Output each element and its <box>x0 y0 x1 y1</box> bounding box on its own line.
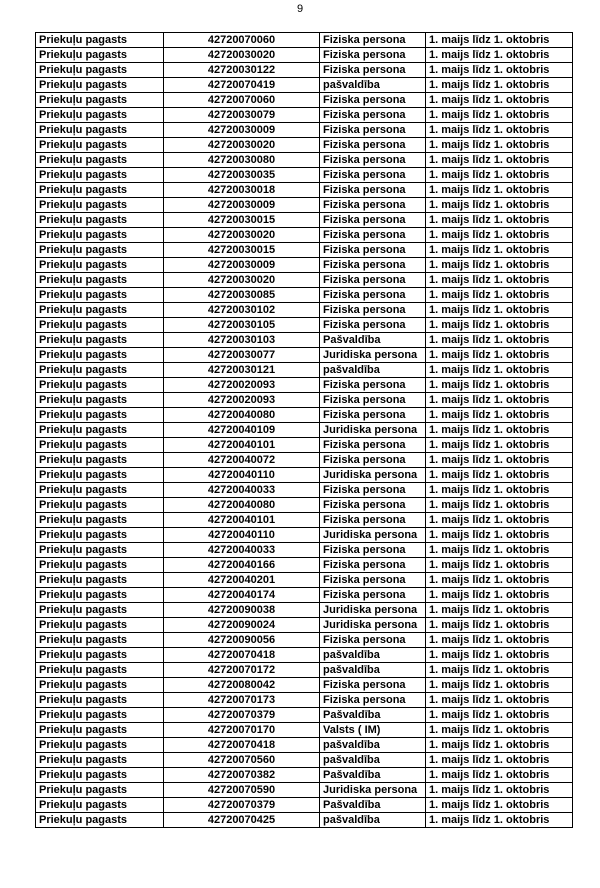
cell-personas-tips: Juridiska persona <box>320 348 426 363</box>
cell-kadastra-numurs: 42720080042 <box>164 678 320 693</box>
cell-periods: 1. maijs līdz 1. oktobris <box>426 693 573 708</box>
cell-periods: 1. maijs līdz 1. oktobris <box>426 633 573 648</box>
cell-kadastra-numurs: 42720040072 <box>164 453 320 468</box>
cell-pagasts: Priekuļu pagasts <box>36 33 164 48</box>
cell-personas-tips: Fiziska persona <box>320 438 426 453</box>
cell-periods: 1. maijs līdz 1. oktobris <box>426 63 573 78</box>
cell-periods: 1. maijs līdz 1. oktobris <box>426 138 573 153</box>
cell-periods: 1. maijs līdz 1. oktobris <box>426 408 573 423</box>
cell-periods: 1. maijs līdz 1. oktobris <box>426 168 573 183</box>
cell-kadastra-numurs: 42720030009 <box>164 258 320 273</box>
table-row <box>36 483 573 498</box>
cell-pagasts: Priekuļu pagasts <box>36 333 164 348</box>
cell-pagasts: Priekuļu pagasts <box>36 378 164 393</box>
cell-pagasts: Priekuļu pagasts <box>36 183 164 198</box>
cell-personas-tips: Fiziska persona <box>320 33 426 48</box>
cell-kadastra-numurs: 42720070418 <box>164 648 320 663</box>
cell-periods: 1. maijs līdz 1. oktobris <box>426 258 573 273</box>
cell-personas-tips: Fiziska persona <box>320 63 426 78</box>
cell-personas-tips: Fiziska persona <box>320 243 426 258</box>
cell-pagasts: Priekuļu pagasts <box>36 303 164 318</box>
cell-personas-tips: Fiziska persona <box>320 153 426 168</box>
cell-periods: 1. maijs līdz 1. oktobris <box>426 108 573 123</box>
cell-periods: 1. maijs līdz 1. oktobris <box>426 228 573 243</box>
cell-personas-tips: Fiziska persona <box>320 198 426 213</box>
table-row <box>36 438 573 453</box>
cell-pagasts: Priekuļu pagasts <box>36 678 164 693</box>
cell-personas-tips: Fiziska persona <box>320 213 426 228</box>
table-row <box>36 168 573 183</box>
table-row <box>36 678 573 693</box>
cell-pagasts: Priekuļu pagasts <box>36 258 164 273</box>
cell-personas-tips: Pašvaldība <box>320 768 426 783</box>
cell-kadastra-numurs: 42720030020 <box>164 48 320 63</box>
cell-pagasts: Priekuļu pagasts <box>36 468 164 483</box>
cell-personas-tips: Fiziska persona <box>320 408 426 423</box>
cell-periods: 1. maijs līdz 1. oktobris <box>426 48 573 63</box>
cell-periods: 1. maijs līdz 1. oktobris <box>426 198 573 213</box>
table-row <box>36 648 573 663</box>
table-row <box>36 348 573 363</box>
cell-kadastra-numurs: 42720040033 <box>164 483 320 498</box>
cell-personas-tips: Juridiska persona <box>320 423 426 438</box>
table-row <box>36 573 573 588</box>
page-number: 9 <box>296 3 304 15</box>
table-row <box>36 138 573 153</box>
cell-personas-tips: Fiziska persona <box>320 588 426 603</box>
cell-periods: 1. maijs līdz 1. oktobris <box>426 183 573 198</box>
cell-pagasts: Priekuļu pagasts <box>36 618 164 633</box>
cell-pagasts: Priekuļu pagasts <box>36 528 164 543</box>
cell-kadastra-numurs: 42720070560 <box>164 753 320 768</box>
cell-kadastra-numurs: 42720040110 <box>164 528 320 543</box>
cell-personas-tips: Juridiska persona <box>320 603 426 618</box>
table-row <box>36 603 573 618</box>
cell-kadastra-numurs: 42720040174 <box>164 588 320 603</box>
table-row <box>36 393 573 408</box>
cell-pagasts: Priekuļu pagasts <box>36 198 164 213</box>
cell-personas-tips: Juridiska persona <box>320 783 426 798</box>
cell-pagasts: Priekuļu pagasts <box>36 543 164 558</box>
cell-kadastra-numurs: 42720070418 <box>164 738 320 753</box>
cell-personas-tips: Fiziska persona <box>320 543 426 558</box>
cell-periods: 1. maijs līdz 1. oktobris <box>426 243 573 258</box>
cell-personas-tips: Fiziska persona <box>320 693 426 708</box>
cell-pagasts: Priekuļu pagasts <box>36 603 164 618</box>
table-row <box>36 78 573 93</box>
table-row <box>36 723 573 738</box>
cell-personas-tips: Fiziska persona <box>320 378 426 393</box>
cell-personas-tips: Fiziska persona <box>320 498 426 513</box>
cell-periods: 1. maijs līdz 1. oktobris <box>426 603 573 618</box>
cell-personas-tips: Pašvaldība <box>320 708 426 723</box>
table-row <box>36 798 573 813</box>
cell-kadastra-numurs: 42720030079 <box>164 108 320 123</box>
cell-periods: 1. maijs līdz 1. oktobris <box>426 423 573 438</box>
cell-personas-tips: pašvaldība <box>320 363 426 378</box>
table-row <box>36 588 573 603</box>
cell-kadastra-numurs: 42720040109 <box>164 423 320 438</box>
cell-kadastra-numurs: 42720030015 <box>164 243 320 258</box>
cell-pagasts: Priekuļu pagasts <box>36 438 164 453</box>
cell-pagasts: Priekuļu pagasts <box>36 753 164 768</box>
cell-personas-tips: Fiziska persona <box>320 123 426 138</box>
cell-kadastra-numurs: 42720070379 <box>164 708 320 723</box>
cell-kadastra-numurs: 42720030018 <box>164 183 320 198</box>
cell-pagasts: Priekuļu pagasts <box>36 123 164 138</box>
cell-personas-tips: Fiziska persona <box>320 453 426 468</box>
table-row <box>36 318 573 333</box>
cell-pagasts: Priekuļu pagasts <box>36 708 164 723</box>
cell-pagasts: Priekuļu pagasts <box>36 798 164 813</box>
cell-kadastra-numurs: 42720030103 <box>164 333 320 348</box>
table-row <box>36 513 573 528</box>
table-row <box>36 708 573 723</box>
table-row <box>36 753 573 768</box>
cell-periods: 1. maijs līdz 1. oktobris <box>426 783 573 798</box>
cell-periods: 1. maijs līdz 1. oktobris <box>426 378 573 393</box>
cell-periods: 1. maijs līdz 1. oktobris <box>426 78 573 93</box>
cell-kadastra-numurs: 42720030020 <box>164 138 320 153</box>
cell-kadastra-numurs: 42720040080 <box>164 408 320 423</box>
table-row <box>36 213 573 228</box>
cell-periods: 1. maijs līdz 1. oktobris <box>426 273 573 288</box>
cell-kadastra-numurs: 42720090024 <box>164 618 320 633</box>
cell-personas-tips: pašvaldība <box>320 648 426 663</box>
cell-personas-tips: pašvaldība <box>320 753 426 768</box>
cell-personas-tips: Pašvaldība <box>320 798 426 813</box>
cell-personas-tips: Fiziska persona <box>320 93 426 108</box>
cell-kadastra-numurs: 42720070419 <box>164 78 320 93</box>
cell-periods: 1. maijs līdz 1. oktobris <box>426 558 573 573</box>
cell-periods: 1. maijs līdz 1. oktobris <box>426 663 573 678</box>
cell-personas-tips: Fiziska persona <box>320 273 426 288</box>
cell-pagasts: Priekuļu pagasts <box>36 573 164 588</box>
cell-kadastra-numurs: 42720030080 <box>164 153 320 168</box>
cell-kadastra-numurs: 42720030122 <box>164 63 320 78</box>
cell-periods: 1. maijs līdz 1. oktobris <box>426 468 573 483</box>
table-row <box>36 558 573 573</box>
table-row <box>36 663 573 678</box>
cell-kadastra-numurs: 42720030009 <box>164 198 320 213</box>
cell-kadastra-numurs: 42720030077 <box>164 348 320 363</box>
cell-pagasts: Priekuļu pagasts <box>36 63 164 78</box>
cell-periods: 1. maijs līdz 1. oktobris <box>426 93 573 108</box>
cell-periods: 1. maijs līdz 1. oktobris <box>426 528 573 543</box>
cell-personas-tips: Fiziska persona <box>320 303 426 318</box>
cell-pagasts: Priekuļu pagasts <box>36 588 164 603</box>
cell-pagasts: Priekuļu pagasts <box>36 813 164 828</box>
cell-pagasts: Priekuļu pagasts <box>36 783 164 798</box>
table-row <box>36 813 573 828</box>
cell-kadastra-numurs: 42720030085 <box>164 288 320 303</box>
cell-kadastra-numurs: 42720030015 <box>164 213 320 228</box>
cell-pagasts: Priekuļu pagasts <box>36 93 164 108</box>
cell-pagasts: Priekuļu pagasts <box>36 408 164 423</box>
cell-pagasts: Priekuļu pagasts <box>36 78 164 93</box>
cell-personas-tips: pašvaldība <box>320 663 426 678</box>
cell-kadastra-numurs: 42720070382 <box>164 768 320 783</box>
cell-pagasts: Priekuļu pagasts <box>36 228 164 243</box>
cell-personas-tips: Fiziska persona <box>320 183 426 198</box>
cell-kadastra-numurs: 42720030020 <box>164 228 320 243</box>
table-body <box>36 33 573 828</box>
cell-personas-tips: Fiziska persona <box>320 573 426 588</box>
cell-periods: 1. maijs līdz 1. oktobris <box>426 618 573 633</box>
cell-kadastra-numurs: 42720070172 <box>164 663 320 678</box>
cell-periods: 1. maijs līdz 1. oktobris <box>426 573 573 588</box>
cell-kadastra-numurs: 42720040110 <box>164 468 320 483</box>
table-row <box>36 528 573 543</box>
cell-periods: 1. maijs līdz 1. oktobris <box>426 123 573 138</box>
cell-kadastra-numurs: 42720070379 <box>164 798 320 813</box>
cell-kadastra-numurs: 42720040033 <box>164 543 320 558</box>
cell-periods: 1. maijs līdz 1. oktobris <box>426 588 573 603</box>
cell-kadastra-numurs: 42720030020 <box>164 273 320 288</box>
cell-kadastra-numurs: 42720040166 <box>164 558 320 573</box>
cell-periods: 1. maijs līdz 1. oktobris <box>426 213 573 228</box>
table-row <box>36 618 573 633</box>
cell-periods: 1. maijs līdz 1. oktobris <box>426 498 573 513</box>
cell-periods: 1. maijs līdz 1. oktobris <box>426 543 573 558</box>
cell-pagasts: Priekuļu pagasts <box>36 423 164 438</box>
cell-pagasts: Priekuļu pagasts <box>36 558 164 573</box>
cell-kadastra-numurs: 42720070170 <box>164 723 320 738</box>
cell-personas-tips: pašvaldība <box>320 78 426 93</box>
cell-personas-tips: Fiziska persona <box>320 288 426 303</box>
cell-kadastra-numurs: 42720030035 <box>164 168 320 183</box>
cell-periods: 1. maijs līdz 1. oktobris <box>426 303 573 318</box>
cell-personas-tips: Valsts ( IM) <box>320 723 426 738</box>
cell-personas-tips: Pašvaldība <box>320 333 426 348</box>
cell-pagasts: Priekuļu pagasts <box>36 393 164 408</box>
table-row <box>36 33 573 48</box>
cell-pagasts: Priekuļu pagasts <box>36 108 164 123</box>
cell-kadastra-numurs: 42720030102 <box>164 303 320 318</box>
cell-pagasts: Priekuļu pagasts <box>36 213 164 228</box>
cell-pagasts: Priekuļu pagasts <box>36 663 164 678</box>
cell-pagasts: Priekuļu pagasts <box>36 513 164 528</box>
table-row <box>36 48 573 63</box>
table-row <box>36 123 573 138</box>
cell-periods: 1. maijs līdz 1. oktobris <box>426 438 573 453</box>
cell-pagasts: Priekuļu pagasts <box>36 498 164 513</box>
cell-personas-tips: Fiziska persona <box>320 483 426 498</box>
cell-periods: 1. maijs līdz 1. oktobris <box>426 648 573 663</box>
table-row <box>36 468 573 483</box>
land-register-table <box>35 32 573 828</box>
cell-kadastra-numurs: 42720040101 <box>164 513 320 528</box>
cell-periods: 1. maijs līdz 1. oktobris <box>426 798 573 813</box>
cell-periods: 1. maijs līdz 1. oktobris <box>426 288 573 303</box>
table-row <box>36 108 573 123</box>
cell-pagasts: Priekuļu pagasts <box>36 168 164 183</box>
cell-personas-tips: Fiziska persona <box>320 513 426 528</box>
table-row <box>36 408 573 423</box>
cell-pagasts: Priekuļu pagasts <box>36 153 164 168</box>
cell-personas-tips: pašvaldība <box>320 738 426 753</box>
cell-personas-tips: Fiziska persona <box>320 678 426 693</box>
cell-periods: 1. maijs līdz 1. oktobris <box>426 393 573 408</box>
cell-kadastra-numurs: 42720070173 <box>164 693 320 708</box>
table-row <box>36 258 573 273</box>
cell-kadastra-numurs: 42720020093 <box>164 393 320 408</box>
table-row <box>36 333 573 348</box>
cell-personas-tips: Fiziska persona <box>320 318 426 333</box>
cell-personas-tips: Fiziska persona <box>320 138 426 153</box>
table-row <box>36 288 573 303</box>
cell-pagasts: Priekuļu pagasts <box>36 738 164 753</box>
table-row <box>36 498 573 513</box>
cell-pagasts: Priekuļu pagasts <box>36 483 164 498</box>
table-row <box>36 768 573 783</box>
cell-periods: 1. maijs līdz 1. oktobris <box>426 333 573 348</box>
cell-personas-tips: Fiziska persona <box>320 48 426 63</box>
table-row <box>36 228 573 243</box>
cell-periods: 1. maijs līdz 1. oktobris <box>426 723 573 738</box>
table-row <box>36 783 573 798</box>
table-row <box>36 543 573 558</box>
cell-personas-tips: Juridiska persona <box>320 618 426 633</box>
cell-kadastra-numurs: 42720070590 <box>164 783 320 798</box>
table-row <box>36 153 573 168</box>
table-row <box>36 633 573 648</box>
cell-periods: 1. maijs līdz 1. oktobris <box>426 513 573 528</box>
cell-periods: 1. maijs līdz 1. oktobris <box>426 768 573 783</box>
cell-periods: 1. maijs līdz 1. oktobris <box>426 708 573 723</box>
table-row <box>36 63 573 78</box>
cell-personas-tips: Fiziska persona <box>320 258 426 273</box>
cell-pagasts: Priekuļu pagasts <box>36 138 164 153</box>
cell-pagasts: Priekuļu pagasts <box>36 693 164 708</box>
cell-periods: 1. maijs līdz 1. oktobris <box>426 348 573 363</box>
table-row <box>36 273 573 288</box>
cell-pagasts: Priekuļu pagasts <box>36 48 164 63</box>
table-row <box>36 363 573 378</box>
cell-personas-tips: Fiziska persona <box>320 228 426 243</box>
cell-periods: 1. maijs līdz 1. oktobris <box>426 753 573 768</box>
table-row <box>36 243 573 258</box>
cell-pagasts: Priekuļu pagasts <box>36 648 164 663</box>
cell-pagasts: Priekuļu pagasts <box>36 363 164 378</box>
cell-personas-tips: Fiziska persona <box>320 393 426 408</box>
cell-personas-tips: Juridiska persona <box>320 528 426 543</box>
cell-kadastra-numurs: 42720040201 <box>164 573 320 588</box>
cell-pagasts: Priekuļu pagasts <box>36 318 164 333</box>
cell-periods: 1. maijs līdz 1. oktobris <box>426 483 573 498</box>
cell-pagasts: Priekuļu pagasts <box>36 633 164 648</box>
cell-personas-tips: Juridiska persona <box>320 468 426 483</box>
cell-kadastra-numurs: 42720040101 <box>164 438 320 453</box>
cell-periods: 1. maijs līdz 1. oktobris <box>426 813 573 828</box>
cell-periods: 1. maijs līdz 1. oktobris <box>426 453 573 468</box>
cell-periods: 1. maijs līdz 1. oktobris <box>426 678 573 693</box>
table-row <box>36 453 573 468</box>
cell-kadastra-numurs: 42720030105 <box>164 318 320 333</box>
cell-periods: 1. maijs līdz 1. oktobris <box>426 318 573 333</box>
table-row <box>36 693 573 708</box>
cell-pagasts: Priekuļu pagasts <box>36 768 164 783</box>
cell-pagasts: Priekuļu pagasts <box>36 348 164 363</box>
cell-kadastra-numurs: 42720040080 <box>164 498 320 513</box>
cell-periods: 1. maijs līdz 1. oktobris <box>426 738 573 753</box>
table-row <box>36 303 573 318</box>
cell-periods: 1. maijs līdz 1. oktobris <box>426 363 573 378</box>
cell-pagasts: Priekuļu pagasts <box>36 273 164 288</box>
cell-kadastra-numurs: 42720070060 <box>164 93 320 108</box>
table-row <box>36 423 573 438</box>
cell-pagasts: Priekuļu pagasts <box>36 243 164 258</box>
cell-personas-tips: Fiziska persona <box>320 633 426 648</box>
cell-kadastra-numurs: 42720030009 <box>164 123 320 138</box>
cell-periods: 1. maijs līdz 1. oktobris <box>426 153 573 168</box>
cell-personas-tips: Fiziska persona <box>320 558 426 573</box>
cell-periods: 1. maijs līdz 1. oktobris <box>426 33 573 48</box>
cell-kadastra-numurs: 42720070425 <box>164 813 320 828</box>
cell-kadastra-numurs: 42720020093 <box>164 378 320 393</box>
cell-kadastra-numurs: 42720090056 <box>164 633 320 648</box>
cell-kadastra-numurs: 42720030121 <box>164 363 320 378</box>
cell-pagasts: Priekuļu pagasts <box>36 288 164 303</box>
cell-pagasts: Priekuļu pagasts <box>36 723 164 738</box>
cell-kadastra-numurs: 42720090038 <box>164 603 320 618</box>
table-row <box>36 378 573 393</box>
cell-personas-tips: Fiziska persona <box>320 168 426 183</box>
cell-personas-tips: pašvaldība <box>320 813 426 828</box>
table-row <box>36 738 573 753</box>
table-row <box>36 198 573 213</box>
cell-personas-tips: Fiziska persona <box>320 108 426 123</box>
cell-kadastra-numurs: 42720070060 <box>164 33 320 48</box>
table-row <box>36 93 573 108</box>
table-row <box>36 183 573 198</box>
cell-pagasts: Priekuļu pagasts <box>36 453 164 468</box>
